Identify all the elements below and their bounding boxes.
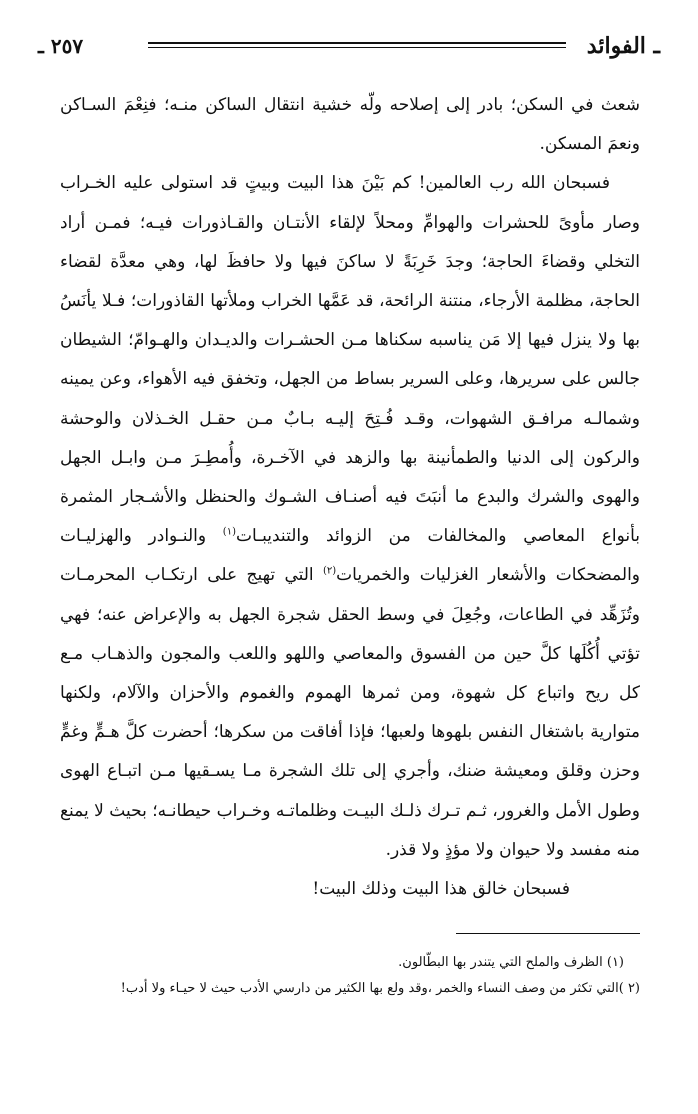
footnote-1: (١) الظرف والملح التي يتندر بها البطّالون. — [398, 955, 624, 970]
paragraph-1: شعث في السكن؛ بادر إلى إصلاحه ولّه خشية انتقال الساكن منـه؛ فنِعْمَ السـاكن ونعمَ المسكن. — [60, 95, 640, 155]
paragraph-2-part-3: التي تهيج على ارتكـاب المحرمـات وتُزَهِّد في الطاعات، وجُعِلَ في وسط الحقل شجرة الجهل به والإعراض عنه؛ فهي تؤتي أُكُلَها كلَّ حين من الفسوق والمعاصي واللهو واللعب والمجون والذهـاب مـع كل ريح واتباع كل شهوة، ومن ثمرها الهموم والغموم والأحزان والآلام، ولكنها متوارية باشتغال النفس بلهوها ولعبها؛ فإذا أفاقت من سكرها؛ أحضرت كلَّ هـمٍّ وغمٍّ وحزن وقلق ومعيشة ضنك، وأجري إلى تلك الشجرة مـا يسـقيها مـن اتبـاع الهوى وطول الأمل والغرور، ثـم تـرك ذلـك البيـت وظلماتـه وخـراب حيطانـه؛ بحيث لا يمنع منه مفسد ولا حيوان ولا مؤذٍ ولا قذر. — [60, 565, 640, 860]
paragraph-2 — [60, 164, 640, 870]
footnote-2: (٢ )التي تكثر من وصف النساء والخمر ،وقد ولع بها الكثير من دارسي الأدب حيث لا حيـاء ولا أدب! — [120, 981, 640, 996]
paragraph-3: فسبحان خالق هذا البيت وذلك البيت! — [312, 879, 570, 900]
footnotes — [58, 950, 640, 1002]
book-title: ـ الفوائد — [586, 33, 660, 59]
page-number: ٢٥٧ ـ — [38, 34, 84, 58]
footnote-rule — [456, 933, 640, 934]
footnote-ref-2: (٢) — [322, 565, 337, 577]
header-rule — [148, 42, 566, 48]
paragraph-2-part-1: فسبحان الله رب العالمين! كم بَيْنَ هذا البيت وبيتٍ قد استولى عليه الخـراب وصار مأوىً للحشرات والهوامِّ ومحلاً لإلقاء الأنتـان والقـاذورات فيـه؛ فمـن أراد التخلي وقضاءَ الحاجة؛ وجدَ خَرِبَةً لا ساكنَ فيها ولا حافظَ لها، وهي معدَّة لقضاء الحاجة، مظلمة الأرجاء، منتنة الرائحة، قد عَمَّها الخراب وملأتها القاذورات؛ فـلا يأنَسُ بها ولا ينزل فيها إلا مَن يناسبه سكناها مـن الحشـرات والديـدان والهـوامّ؛ الشيطان جالس على سريرها، وعلى السرير بساط من الجهل، وتخفق فيه الأهواء، وعن يمينه وشمالـه مرافـق الشهوات، وقـد فُـتِحَ إليـه بـابٌ مـن حقـل الخـذلان والوحشة والركون إلى الدنيا والطمأنينة بها والزهد في الآخـرة، وأُمطِـرَ مـن وابـل الجهل والهوى والشرك والبدع ما أنبَتَ فيه أصنـاف الشـوك والحنظل والأشـجار المثمرة بأنواع المعاصي والمخالفات من الزوائد والتنديبـات — [60, 173, 640, 547]
main-text — [60, 86, 640, 909]
footnote-ref-1: (١) — [222, 526, 236, 538]
running-header — [38, 28, 660, 64]
paragraph-2-part-2: والنـوادر والهزليـات والمضحكات والأشعار الغزليات والخمريات — [60, 526, 641, 586]
